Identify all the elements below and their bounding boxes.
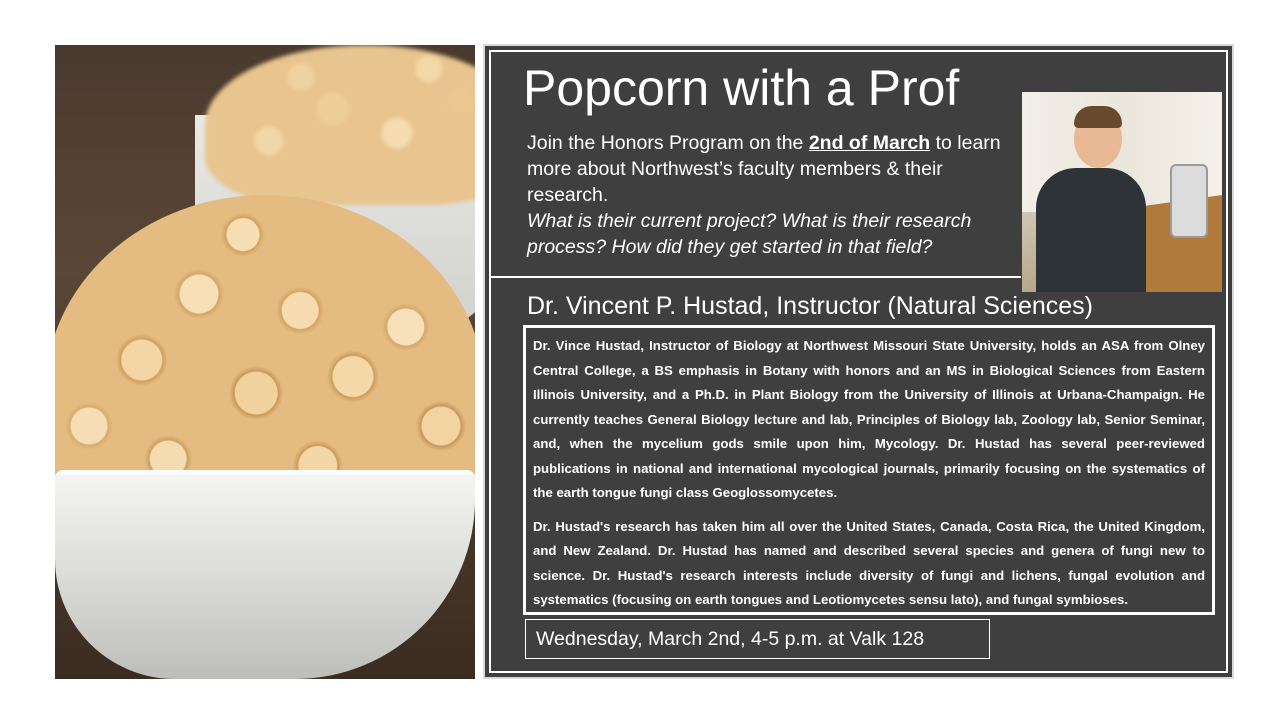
popcorn-bowl-photo — [55, 45, 475, 679]
slide-title: Popcorn with a Prof — [523, 60, 960, 116]
intro-text-after: to learn more about Northwest’s faculty members & their research. — [527, 132, 1001, 206]
intro-questions: What is their current project? What is their research process? How did they get started in that field? — [527, 210, 972, 258]
photo-person-hair — [1074, 106, 1122, 128]
speaker-bio-box — [523, 325, 1215, 615]
section-divider — [491, 276, 1021, 278]
intro-text — [527, 130, 1017, 260]
white-bowl — [55, 475, 475, 679]
professor-photo — [1022, 92, 1222, 292]
intro-date: 2nd of March — [808, 132, 931, 154]
intro-text-before: Join the Honors Program on the — [527, 132, 809, 154]
info-panel — [483, 44, 1234, 679]
bio-paragraph-2: Dr. Hustad's research has taken him all over the United States, Canada, Costa Rica, the United Kingdom, and New Zealand. Dr. Hustad has named and described several species and genera of fungi new to science. Dr. Hustad's research interests include diversity of fungi and lichens, fungal evolution and systematics (focusing on earth tongues and Leotiomycetes sensu lato), and fungal symbioses. — [533, 518, 1205, 607]
background-popcorn — [205, 45, 475, 205]
bio-paragraph-1: Dr. Vince Hustad, Instructor of Biology at Northwest Missouri State University, holds an ASA from Olney Central College, a BS emphasis in Botany with honors and an MS in Biological Sciences from Eastern Illinois University, and a Ph.D. in Plant Biology from the University of Illinois at Urbana-Champaign. He currently teaches General Biology lecture and lab, Principles of Biology lab, Zoology lab, Senior Seminar, and, when the mycelium gods smile upon him, Mycology. Dr. Hustad has several peer-reviewed publications in national and international mycological journals, primarily focusing on the systematics of the earth tongue fungi class Geoglossomycetes. — [533, 338, 1205, 500]
speaker-name: Dr. Vincent P. Hustad, Instructor (Natural Sciences) — [527, 292, 1093, 320]
microscope-icon — [1170, 164, 1208, 238]
event-details: Wednesday, March 2nd, 4-5 p.m. at Valk 128 — [525, 619, 990, 659]
photo-person-body — [1036, 168, 1146, 292]
